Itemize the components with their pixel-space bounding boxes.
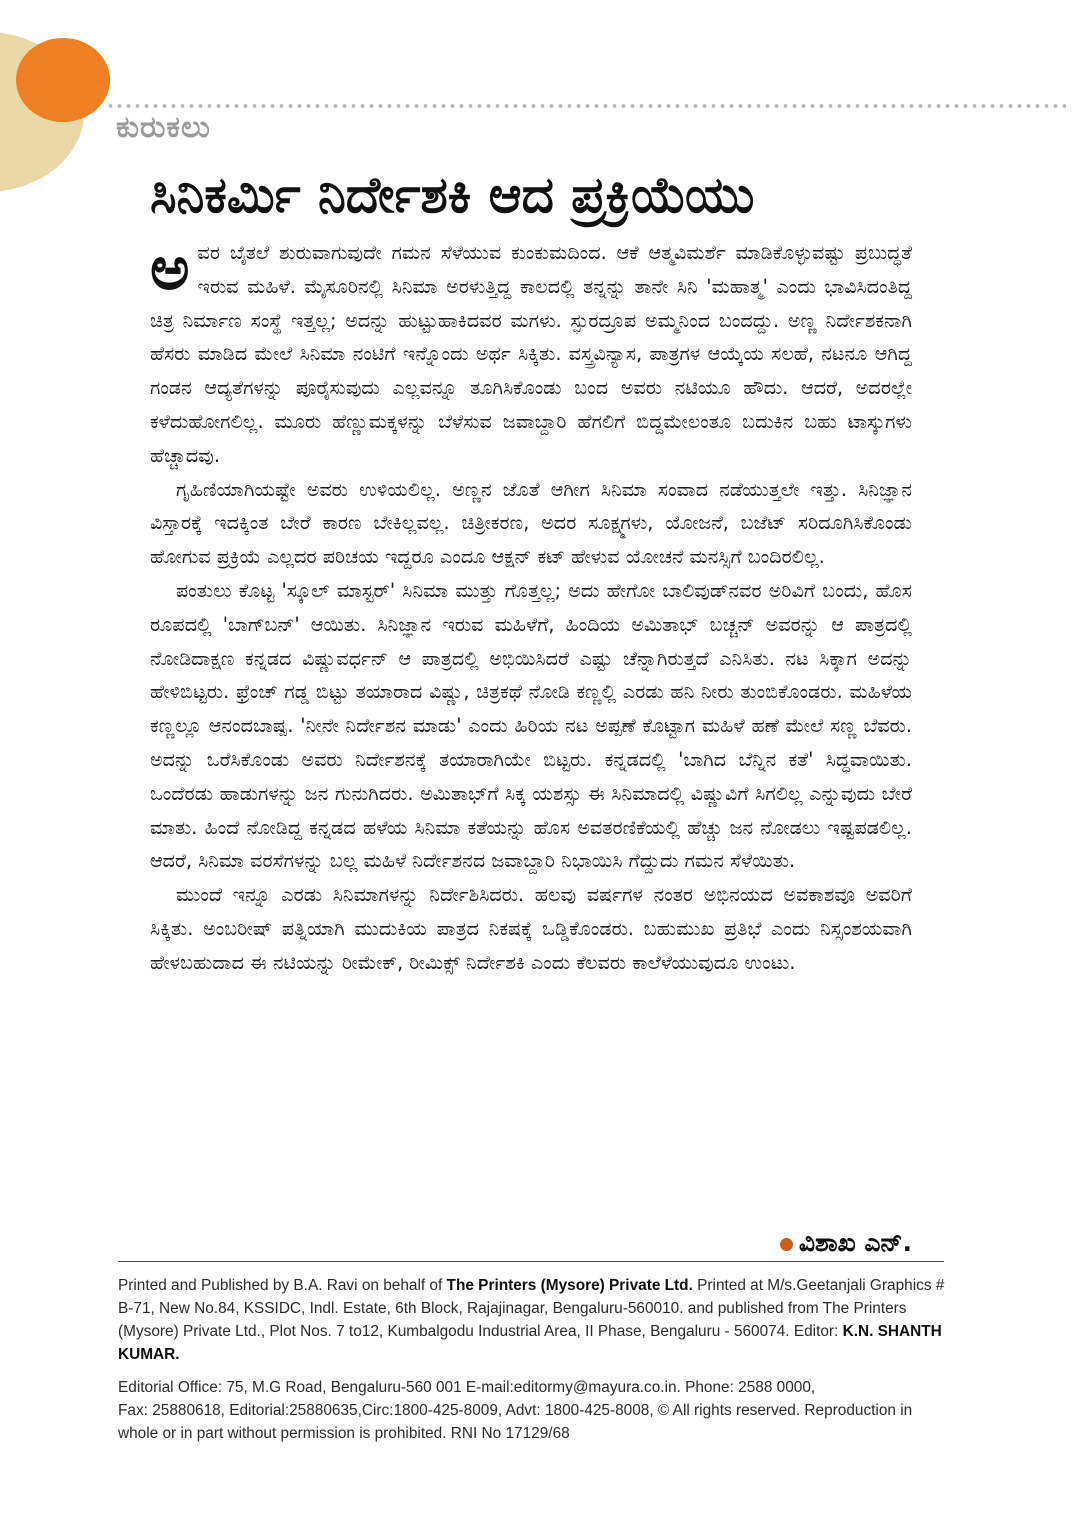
imprint-office-line: Editorial Office: 75, M.G Road, Bengaluru-560 001 E-mail:editormy@mayura.co.in. Phone: 2588 0000, xyxy=(118,1379,816,1396)
drop-cap: ಅ xyxy=(150,234,190,304)
imprint-text: Printed at M/s.Geetanjali Graphics # B-71, New No.84, KSSIDC, Indl. Estate, 6th Block, Rajajinagar, Bengaluru-560010. and published from The Printers (Mysore) Private Ltd., Plot Nos. 7 to12, Kumbalgodu Industrial Area, II Phase, Bengaluru - 560074. Editor: xyxy=(118,1277,945,1340)
section-label: ಕುರುಕಲು xyxy=(116,110,211,145)
imprint-publisher-line xyxy=(118,1274,948,1366)
footer-divider xyxy=(118,1261,944,1262)
article-paragraph-1 xyxy=(150,236,912,473)
bullet-icon xyxy=(780,1238,793,1251)
imprint-text: Printed and Published by B.A. Ravi on behalf of xyxy=(118,1277,447,1294)
article-paragraph-2: ಗೃಹಿಣಿಯಾಗಿಯಷ್ಟೇ ಅವರು ಉಳಿಯಲಿಲ್ಲ. ಅಣ್ಣನ ಜೊತೆ ಆಗೀಗ ಸಿನಿಮಾ ಸಂವಾದ ನಡೆಯುತ್ತಲೇ ಇತ್ತು. ಸಿನಿಜ್ಞಾನ ವಿಸ್ತಾರಕ್ಕೆ ಇದಕ್ಕಿಂತ ಬೇರೆ ಕಾರಣ ಬೇಕಿಲ್ಲವಲ್ಲ. ಚಿತ್ರೀಕರಣ, ಅದರ ಸೂಕ್ಷ್ಮಗಳು, ಯೋಜನೆ, ಬಜೆಟ್ ಸರಿದೂಗಿಸಿಕೊಂಡು ಹೋಗುವ ಪ್ರಕ್ರಿಯೆ ಎಲ್ಲದರ ಪರಿಚಯ ಇದ್ದರೂ ಎಂದೂ ಆಕ್ಷನ್ ಕಟ್ ಹೇಳುವ ಯೋಚನೆ ಮನಸ್ಸಿಗೆ ಬಂದಿರಲಿಲ್ಲ. xyxy=(150,477,912,569)
author-name: ವಿಶಾಖ ಎನ್. xyxy=(798,1228,912,1257)
publisher-name: The Printers (Mysore) Private Ltd. xyxy=(446,1277,693,1294)
editor-name: K.N. SHANTH KUMAR. xyxy=(118,1323,942,1363)
article-paragraph-4: ಮುಂದೆ ಇನ್ನೂ ಎರಡು ಸಿನಿಮಾಗಳನ್ನು ನಿರ್ದೇಶಿಸಿದರು. ಹಲವು ವರ್ಷಗಳ ನಂತರ ಅಭಿನಯದ ಅವಕಾಶವೂ ಅವರಿಗೆ ಸಿಕ್ಕಿತು. ಅಂಬರೀಷ್ ಪತ್ನಿಯಾಗಿ ಮುದುಕಿಯ ಪಾತ್ರದ ನಿಕಷಕ್ಕೆ ಒಡ್ಡಿಕೊಂಡರು. ಬಹುಮುಖ ಪ್ರತಿಭೆ ಎಂದು ನಿಸ್ಸಂಶಯವಾಗಿ ಹೇಳಬಹುದಾದ ಈ ನಟಿಯನ್ನು ರೀಮೇಕ್, ರೀಮಿಕ್ಸ್ ನಿರ್ದೇಶಕಿ ಎಂದು ಕೆಲವರು ಕಾಲೆಳೆಯುವುದೂ ಉಂಟು. xyxy=(150,883,912,974)
paragraph-text: ವರ ಬೈತಲೆ ಶುರುವಾಗುವುದೇ ಗಮನ ಸೆಳೆಯುವ ಕುಂಕುಮದಿಂದ. ಆಕೆ ಆತ್ಮವಿಮರ್ಶೆ ಮಾಡಿಕೊಳ್ಳುವಷ್ಟು ಪ್ರಬುದ್ಧತೆ ಇರುವ ಮಹಿಳೆ. ಮೈಸೂರಿನಲ್ಲಿ ಸಿನಿಮಾ ಅರಳುತ್ತಿದ್ದ ಕಾಲದಲ್ಲಿ ತನ್ನನ್ನು ತಾನೇ ಸಿನಿ 'ಮಹಾತ್ಮ' ಎಂದು ಭಾವಿಸಿದಂತಿದ್ದ ಚಿತ್ರ ನಿರ್ಮಾಣ ಸಂಸ್ಥೆ ಇತ್ತಲ್ಲ; ಅದನ್ನು ಹುಟ್ಟುಹಾಕಿದವರ ಮಗಳು. ಸ್ಫುರದ್ರೂಪ ಅಮ್ಮನಿಂದ ಬಂದದ್ದು. ಅಣ್ಣ ನಿರ್ದೇಶಕನಾಗಿ ಹೆಸರು ಮಾಡಿದ ಮೇಲೆ ಸಿನಿಮಾ ನಂಟಿಗೆ ಇನ್ನೊಂದು ಅರ್ಥ ಸಿಕ್ಕಿತು. ವಸ್ತ್ರವಿನ್ಯಾಸ, ಪಾತ್ರಗಳ ಆಯ್ಕೆಯ ಸಲಹೆ, ನಟನೂ ಆಗಿದ್ದ ಗಂಡನ ಆದ್ಯತೆಗಳನ್ನು ಪೂರೈಸುವುದು ಎಲ್ಲವನ್ನೂ ತೂಗಿಸಿಕೊಂಡು ಬಂದ ಅವರು ನಟಿಯೂ ಹೌದು. ಆದರೆ, ಅದರಲ್ಲೇ ಕಳೆದುಹೋಗಲಿಲ್ಲ. ಮೂರು ಹೆಣ್ಣುಮಕ್ಕಳನ್ನು ಬೆಳೆಸುವ ಜವಾಬ್ದಾರಿ ಹೆಗಲಿಗೆ ಬಿದ್ದಮೇಲಂತೂ ಬದುಕಿನ ಬಹು ಟಾಸ್ಕುಗಳು ಹೆಚ್ಚಾದವು. xyxy=(150,241,912,467)
dotted-divider xyxy=(106,103,1066,109)
article-title: ಸಿನಿಕರ್ಮಿ ನಿರ್ದೇಶಕಿ ಆದ ಪ್ರಕ್ರಿಯೆಯು xyxy=(150,166,755,224)
decorative-orange-circle xyxy=(16,38,110,122)
imprint-block xyxy=(118,1274,948,1455)
author-byline xyxy=(780,1228,912,1258)
article-paragraph-3: ಪಂತುಲು ಕೊಟ್ಟ 'ಸ್ಕೂಲ್ ಮಾಸ್ಟರ್' ಸಿನಿಮಾ ಮುತ್ತು ಗೊತ್ತಲ್ಲ; ಅದು ಹೇಗೋ ಬಾಲಿವುಡ್‌ನವರ ಅರಿವಿಗೆ ಬಂದು, ಹೊಸ ರೂಪದಲ್ಲಿ 'ಬಾಗ್‌ಬನ್' ಆಯಿತು. ಸಿನಿಜ್ಞಾನ ಇರುವ ಮಹಿಳೆಗೆ, ಹಿಂದಿಯ ಅಮಿತಾಭ್ ಬಚ್ಚನ್ ಅವರನ್ನು ಆ ಪಾತ್ರದಲ್ಲಿ ನೋಡಿದಾಕ್ಷಣ ಕನ್ನಡದ ವಿಷ್ಣುವರ್ಧನ್ ಆ ಪಾತ್ರದಲ್ಲಿ ಅಭಿಯಿಸಿದರೆ ಎಷ್ಟು ಚೆನ್ನಾಗಿರುತ್ತದೆ ಎನಿಸಿತು. ನಟ ಸಿಕ್ಕಾಗ ಅದನ್ನು ಹೇಳಿಬಿಟ್ಟರು. ಫ್ರೆಂಚ್ ಗಡ್ಡ ಬಿಟ್ಟು ತಯಾರಾದ ವಿಷ್ಣು, ಚಿತ್ರಕಥೆ ನೋಡಿ ಕಣ್ಣಲ್ಲಿ ಎರಡು ಹನಿ ನೀರು ತುಂಬಿಕೊಂಡರು. ಮಹಿಳೆಯ ಕಣ್ಣಲ್ಲೂ ಆನಂದಬಾಷ್ಪ. 'ನೀನೇ ನಿರ್ದೇಶನ ಮಾಡು' ಎಂದು ಹಿರಿಯ ನಟ ಅಪ್ಪಣೆ ಕೊಟ್ಟಾಗ ಮಹಿಳೆ ಹಣೆ ಮೇಲೆ ಸಣ್ಣ ಬೆವರು. ಅದನ್ನು ಒರೆಸಿಕೊಂಡು ಅವರು ನಿರ್ದೇಶನಕ್ಕೆ ತಯಾರಾಗಿಯೇ ಬಿಟ್ಟರು. ಕನ್ನಡದಲ್ಲಿ 'ಬಾಗಿದ ಬೆನ್ನಿನ ಕತೆ' ಸಿದ್ಧವಾಯಿತು. ಒಂದೆರಡು ಹಾಡುಗಳನ್ನು ಜನ ಗುನುಗಿದರು. ಅಮಿತಾಭ್‌ಗೆ ಸಿಕ್ಕ ಯಶಸ್ಸು ಈ ಸಿನಿಮಾದಲ್ಲಿ ವಿಷ್ಣುವಿಗೆ ಸಿಗಲಿಲ್ಲ ಎನ್ನುವುದು ಬೇರೆ ಮಾತು. ಹಿಂದೆ ನೋಡಿದ್ದ ಕನ್ನಡದ ಹಳೆಯ ಸಿನಿಮಾ ಕತೆಯನ್ನು ಹೊಸ ಅವತರಣಿಕೆಯಲ್ಲಿ ಹೆಚ್ಚು ಜನ ನೋಡಲು ಇಷ್ಟಪಡಲಿಲ್ಲ. ಆದರೆ, ಸಿನಿಮಾ ವರಸೆಗಳನ್ನು ಬಲ್ಲ ಮಹಿಳೆ ನಿರ್ದೇಶನದ ಜವಾಬ್ದಾರಿ ನಿಭಾಯಿಸಿ ಗೆದ್ದುದು ಗಮನ ಸೆಳೆಯಿತು. xyxy=(150,578,912,873)
imprint-contact-line: Fax: 25880618, Editorial:25880635,Circ:1800-425-8009, Advt: 1800-425-8008, © All rights reserved. Reproduction in whole or in part without permission is prohibited. RNI No 17129/68 xyxy=(118,1402,913,1442)
article-body xyxy=(150,236,912,980)
